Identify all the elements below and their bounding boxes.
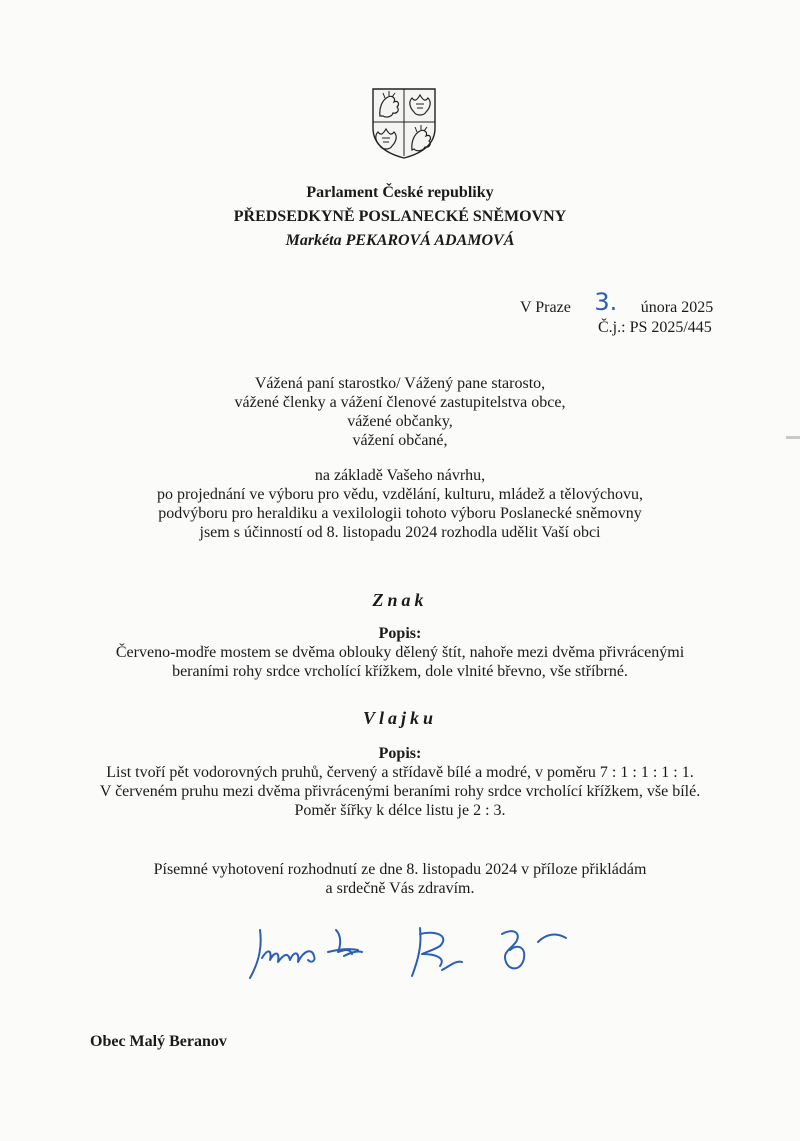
reference-number: Č.j.: PS 2025/445 [598,319,712,336]
state-coat-of-arms-icon [370,86,438,160]
office-title: PŘEDSEDKYNĚ POSLANECKÉ SNĚMOVNY [233,208,567,225]
closing-line: Písemné vyhotovení rozhodnutí ze dne 8. listopadu 2024 v příloze přikládám [153,861,647,878]
dateline [520,288,714,338]
vlajka-heading: Vlajku [362,708,438,728]
decision-intro [0,466,800,542]
vlajka-description-line: V červeném pruhu mezi dvěma přivrácenými beraními rohy srdce vrcholící křížkem, vše bílé. [99,783,701,800]
vlajka-popis-label: Popis: [378,745,422,762]
closing-line: a srdečně Vás zdravím. [325,880,475,897]
znak-popis-label: Popis: [378,625,422,642]
salutation-line: vážené občanky, [347,413,453,430]
institution-name: Parlament České republiky [306,184,494,201]
handwritten-signature [240,920,580,990]
znak-description-line: Červeno-modře mostem se dvěma oblouky dělený štít, nahoře mezi dvěma přivrácenými [115,644,685,661]
salutation-line: vážené členky a vážení členové zastupitelstva obce, [234,394,566,411]
author-name: Markéta PEKAROVÁ ADAMOVÁ [285,232,515,249]
dateline-place: V Praze [520,299,571,316]
vlajka-description-line: List tvoří pět vodorovných pruhů, červený a střídavě bílé a modré, v poměru 7 : 1 : 1 : 1 : 1. [106,764,694,781]
scan-edge-mark [786,436,800,439]
znak-description-line: beraními rohy srdce vrcholící křížkem, dole vlnité břevno, vše stříbrné. [172,663,628,680]
salutation-line: Vážená paní starostko/ Vážený pane starosto, [254,375,546,392]
letterhead [0,181,800,253]
intro-line: jsem s účinností od 8. listopadu 2024 rozhodla udělit Vaší obci [199,524,601,541]
salutation-line: vážení občané, [352,432,448,449]
intro-line: po projednání ve výboru pro vědu, vzdělání, kulturu, mládež a tělovýchovu, [156,486,644,503]
intro-line: na základě Vašeho návrhu, [314,467,486,484]
znak-section [0,624,800,681]
znak-heading: Znak [372,590,428,610]
vlajka-description-line: Poměr šířky k délce listu je 2 : 3. [294,802,506,819]
dateline-handwritten-day: 3. [594,288,618,316]
closing [0,860,800,898]
vlajka-section [0,744,800,820]
intro-line: podvýboru pro heraldiku a vexilologii tohoto výboru Poslanecké sněmovny [158,505,642,522]
salutation [0,374,800,450]
dateline-month-year: února 2025 [640,299,714,316]
recipient-name: Obec Malý Beranov [90,1033,227,1050]
